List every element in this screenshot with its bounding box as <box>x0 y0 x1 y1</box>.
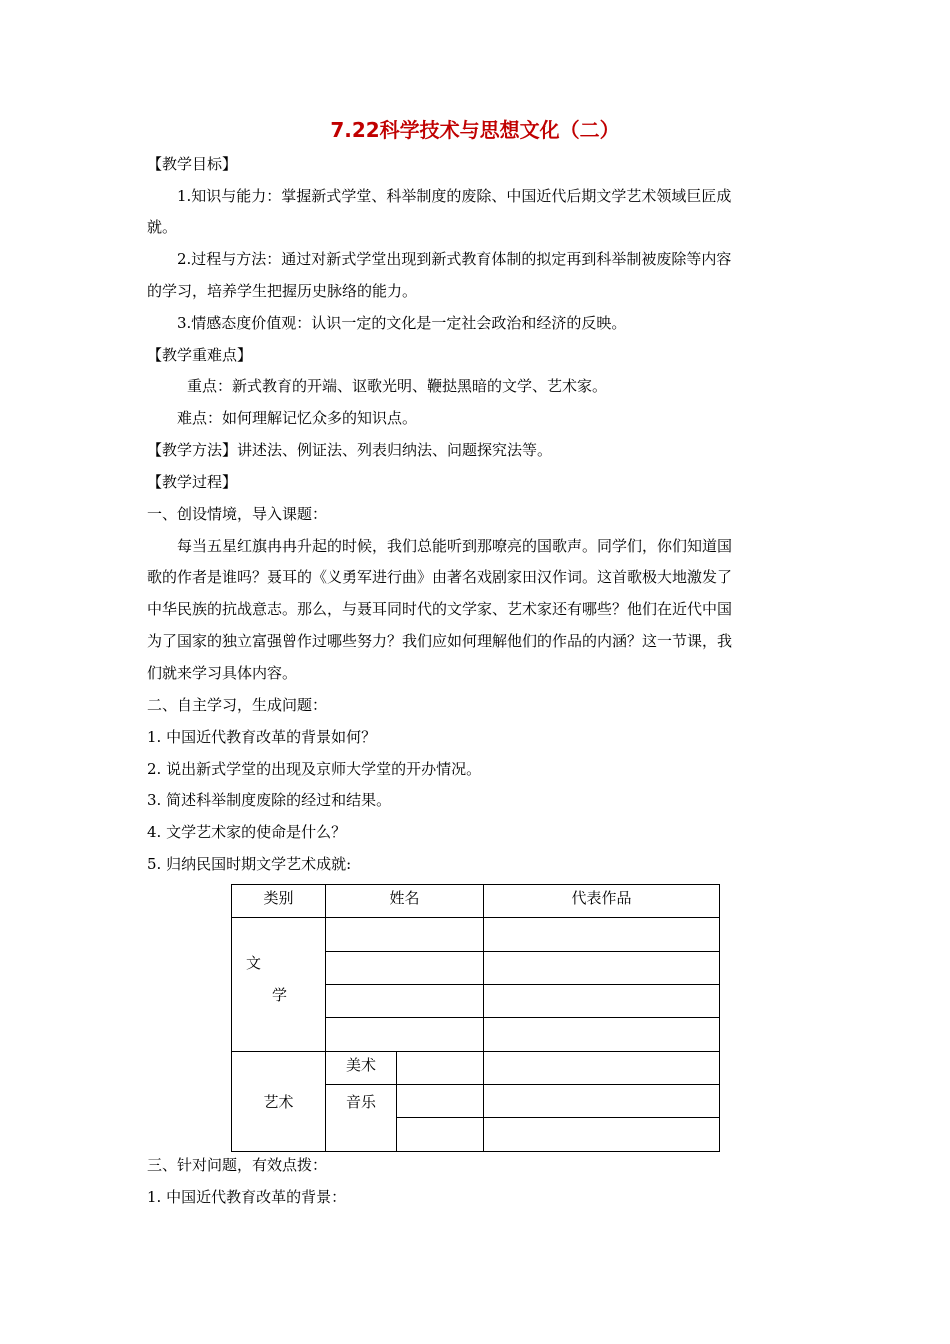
question-2: 2. 说出新式学堂的出现及京师大学堂的开办情况。 <box>147 760 482 778</box>
art-category-cell: 艺术 <box>232 1052 326 1152</box>
literature-work-cell[interactable] <box>484 952 720 985</box>
key-point: 重点：新式教育的开端、讴歌光明、鞭挞黑暗的文学、艺术家。 <box>187 377 608 395</box>
teaching-methods: 【教学方法】讲述法、例证法、列表归纳法、问题探究法等。 <box>147 441 553 459</box>
step-1-heading: 一、创设情境，导入课题： <box>147 505 328 523</box>
goal-1-line-2: 就。 <box>147 218 178 236</box>
goal-2-line-2: 的学习，培养学生把握历史脉络的能力。 <box>147 282 418 300</box>
question-1: 1. 中国近代教育改革的背景如何？ <box>147 728 377 746</box>
music-work-cell[interactable] <box>484 1085 720 1118</box>
literature-work-cell[interactable] <box>484 985 720 1018</box>
fine-art-name-cell[interactable] <box>397 1052 484 1085</box>
step-3-heading: 三、针对问题，有效点拨： <box>147 1156 328 1174</box>
music-name-cell[interactable] <box>397 1085 484 1118</box>
achievements-table <box>231 884 720 1152</box>
music-name-cell[interactable] <box>397 1118 484 1152</box>
fine-art-work-cell[interactable] <box>484 1052 720 1085</box>
point-1: 1. 中国近代教育改革的背景： <box>147 1188 347 1206</box>
literature-char-1: 文 <box>246 954 262 972</box>
literature-work-cell[interactable] <box>484 1018 720 1052</box>
header-category: 类别 <box>232 885 326 918</box>
difficult-point: 难点：如何理解记忆众多的知识点。 <box>177 409 418 427</box>
literature-name-cell[interactable] <box>326 1018 484 1052</box>
literature-work-cell[interactable] <box>484 918 720 952</box>
goals-heading: 【教学目标】 <box>147 155 238 173</box>
goal-2-line-1: 2.过程与方法：通过对新式学堂出现到新式教育体制的拟定再到科举制被废除等内容 <box>177 250 732 268</box>
page-title: 7.22科学技术与思想文化（二） <box>330 118 620 142</box>
keypoints-heading: 【教学重难点】 <box>147 346 253 364</box>
header-works: 代表作品 <box>484 885 720 918</box>
question-3: 3. 简述科举制度废除的经过和结果。 <box>147 791 392 809</box>
literature-category-cell <box>232 918 326 1052</box>
intro-line-3: 中华民族的抗战意志。那么，与聂耳同时代的文学家、艺术家还有哪些？他们在近代中国 <box>147 600 733 618</box>
question-5: 5. 归纳民国时期文学艺术成就: <box>147 855 352 873</box>
literature-char-2: 学 <box>272 986 288 1004</box>
header-name: 姓名 <box>326 885 484 918</box>
process-heading: 【教学过程】 <box>147 473 238 491</box>
literature-name-cell[interactable] <box>326 952 484 985</box>
question-4: 4. 文学艺术家的使命是什么？ <box>147 823 347 841</box>
goal-1-line-1: 1.知识与能力：掌握新式学堂、科举制度的废除、中国近代后期文学艺术领域巨匠成 <box>177 187 732 205</box>
music-label: 音乐 <box>326 1085 397 1152</box>
literature-name-cell[interactable] <box>326 985 484 1018</box>
music-work-cell[interactable] <box>484 1118 720 1152</box>
intro-line-5: 们就来学习具体内容。 <box>147 664 298 682</box>
fine-art-label: 美术 <box>326 1052 397 1085</box>
goal-3: 3.情感态度价值观：认识一定的文化是一定社会政治和经济的反映。 <box>177 314 627 332</box>
intro-line-4: 为了国家的独立富强曾作过哪些努力？我们应如何理解他们的作品的内涵？这一节课，我 <box>147 632 733 650</box>
intro-line-2: 歌的作者是谁吗？聂耳的《义勇军进行曲》由著名戏剧家田汉作词。这首歌极大地激发了 <box>147 568 733 586</box>
step-2-heading: 二、自主学习，生成问题： <box>147 696 328 714</box>
literature-name-cell[interactable] <box>326 918 484 952</box>
intro-line-1: 每当五星红旗冉冉升起的时候，我们总能听到那嘹亮的国歌声。同学们，你们知道国 <box>177 537 733 555</box>
